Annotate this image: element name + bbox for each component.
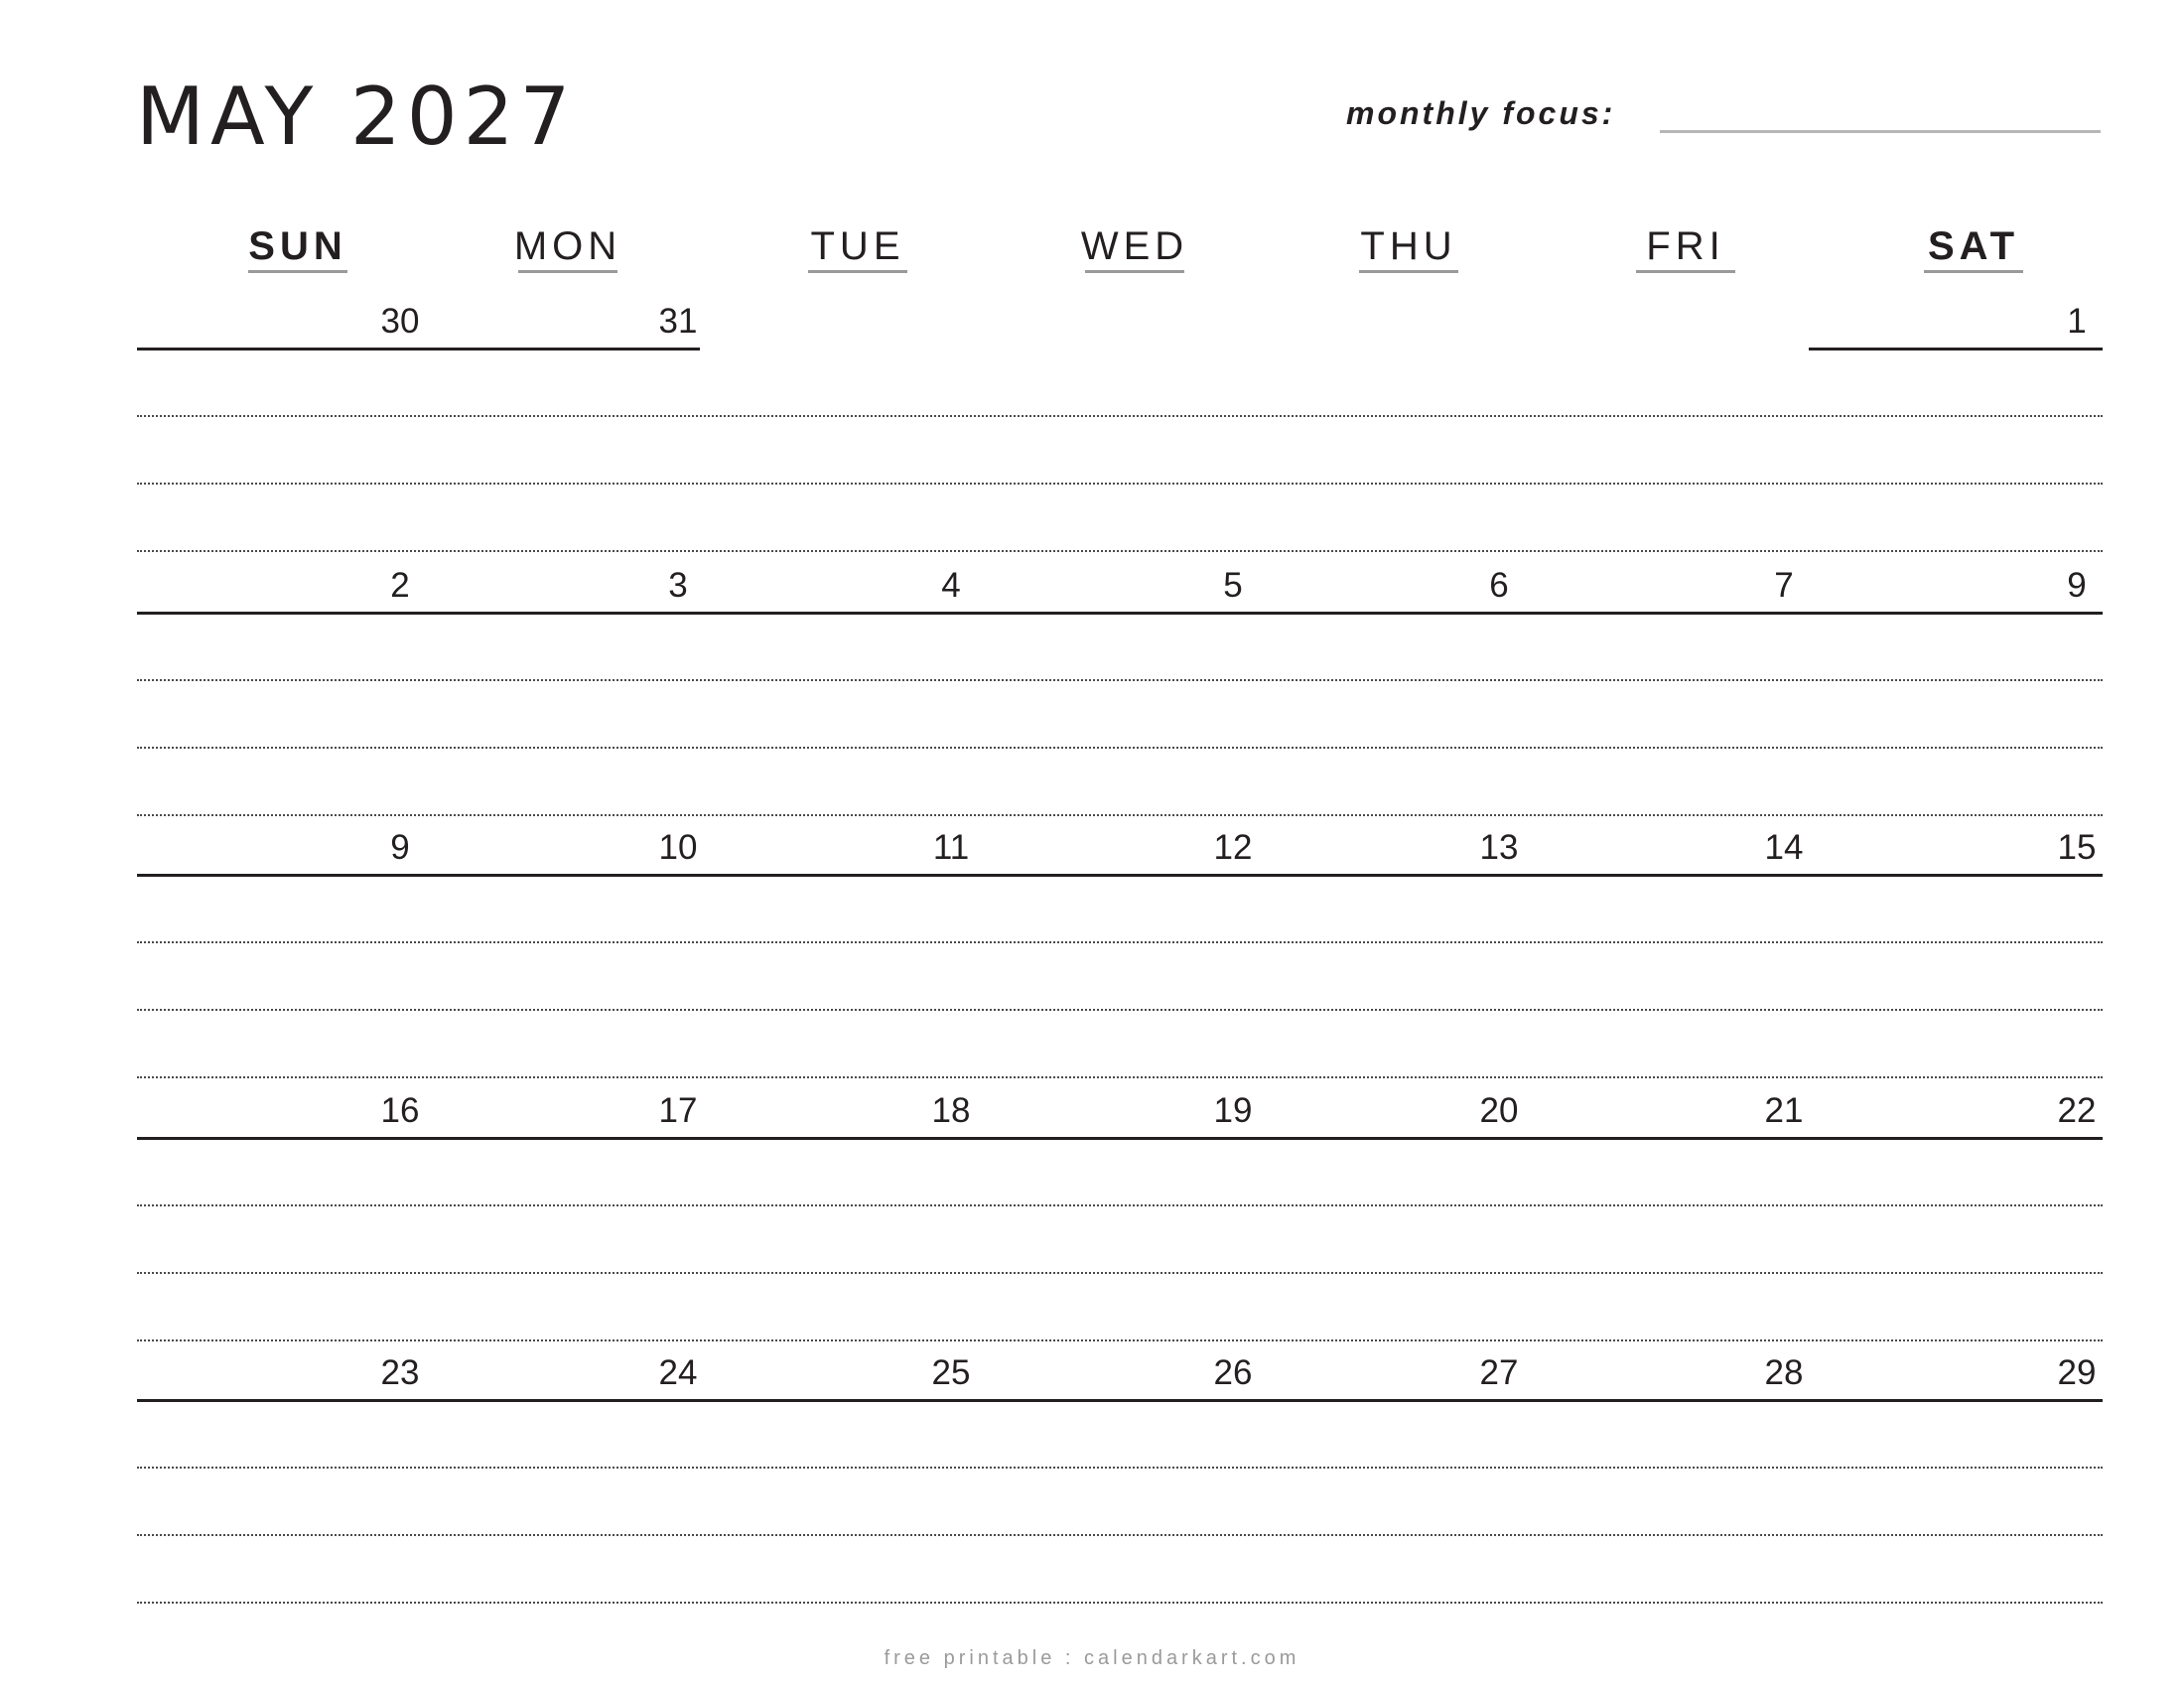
weekday-underline (808, 270, 907, 273)
day-number: 22 (2057, 1091, 2097, 1130)
week-divider (137, 1399, 2103, 1402)
writing-line[interactable] (137, 1204, 2103, 1206)
week-divider (1809, 348, 2103, 351)
week-divider (137, 348, 700, 351)
day-number: 5 (1223, 566, 1243, 605)
day-number: 31 (658, 302, 698, 341)
day-number: 4 (941, 566, 961, 605)
day-number: 16 (380, 1091, 420, 1130)
day-number: 14 (1764, 828, 1804, 867)
day-number: 9 (390, 828, 410, 867)
weekday-underline (248, 270, 347, 273)
page-title: MAY 2027 (136, 70, 577, 163)
weekday-header-thu: THU (1360, 224, 1457, 268)
weekday-header-fri: FRI (1646, 224, 1725, 268)
weekday-header-sat: SAT (1927, 224, 2020, 268)
writing-line[interactable] (137, 483, 2103, 485)
day-number: 30 (380, 302, 420, 341)
day-number: 19 (1213, 1091, 1253, 1130)
day-number: 23 (380, 1353, 420, 1392)
week-divider (137, 612, 2103, 615)
writing-line[interactable] (137, 1534, 2103, 1536)
day-number: 21 (1764, 1091, 1804, 1130)
weekday-underline (1359, 270, 1458, 273)
day-number: 24 (658, 1353, 698, 1392)
weekday-header-mon: MON (513, 224, 622, 268)
writing-line[interactable] (137, 1272, 2103, 1274)
weekday-underline (518, 270, 617, 273)
weekday-header-tue: TUE (810, 224, 905, 268)
monthly-focus-field[interactable] (1660, 130, 2101, 133)
day-number: 11 (932, 828, 970, 867)
day-number: 3 (668, 566, 688, 605)
writing-line[interactable] (137, 1339, 2103, 1341)
day-number: 13 (1479, 828, 1519, 867)
day-number: 17 (658, 1091, 698, 1130)
day-number: 1 (2067, 302, 2087, 341)
day-number: 28 (1764, 1353, 1804, 1392)
day-number: 26 (1213, 1353, 1253, 1392)
day-number: 15 (2057, 828, 2097, 867)
day-number: 2 (390, 566, 410, 605)
day-number: 20 (1479, 1091, 1519, 1130)
writing-line[interactable] (137, 747, 2103, 749)
day-number: 25 (931, 1353, 971, 1392)
day-number: 12 (1213, 828, 1253, 867)
weekday-underline (1924, 270, 2023, 273)
writing-line[interactable] (137, 550, 2103, 552)
writing-line[interactable] (137, 415, 2103, 417)
footer-credit: free printable : calendarkart.com (884, 1647, 1300, 1669)
day-number: 27 (1479, 1353, 1519, 1392)
writing-line[interactable] (137, 679, 2103, 681)
writing-line[interactable] (137, 1009, 2103, 1011)
week-divider (137, 874, 2103, 877)
writing-line[interactable] (137, 814, 2103, 816)
weekday-underline (1085, 270, 1184, 273)
weekday-header-sun: SUN (248, 224, 347, 268)
day-number: 10 (658, 828, 698, 867)
writing-line[interactable] (137, 1467, 2103, 1469)
monthly-focus-label: monthly focus: (1346, 95, 1616, 131)
day-number: 18 (931, 1091, 971, 1130)
writing-line[interactable] (137, 1076, 2103, 1078)
writing-line[interactable] (137, 941, 2103, 943)
day-number: 9 (2067, 566, 2087, 605)
weekday-header-wed: WED (1080, 224, 1189, 268)
week-divider (137, 1137, 2103, 1140)
day-number: 29 (2057, 1353, 2097, 1392)
day-number: 6 (1489, 566, 1509, 605)
writing-line[interactable] (137, 1602, 2103, 1604)
day-number: 7 (1774, 566, 1794, 605)
weekday-underline (1636, 270, 1735, 273)
